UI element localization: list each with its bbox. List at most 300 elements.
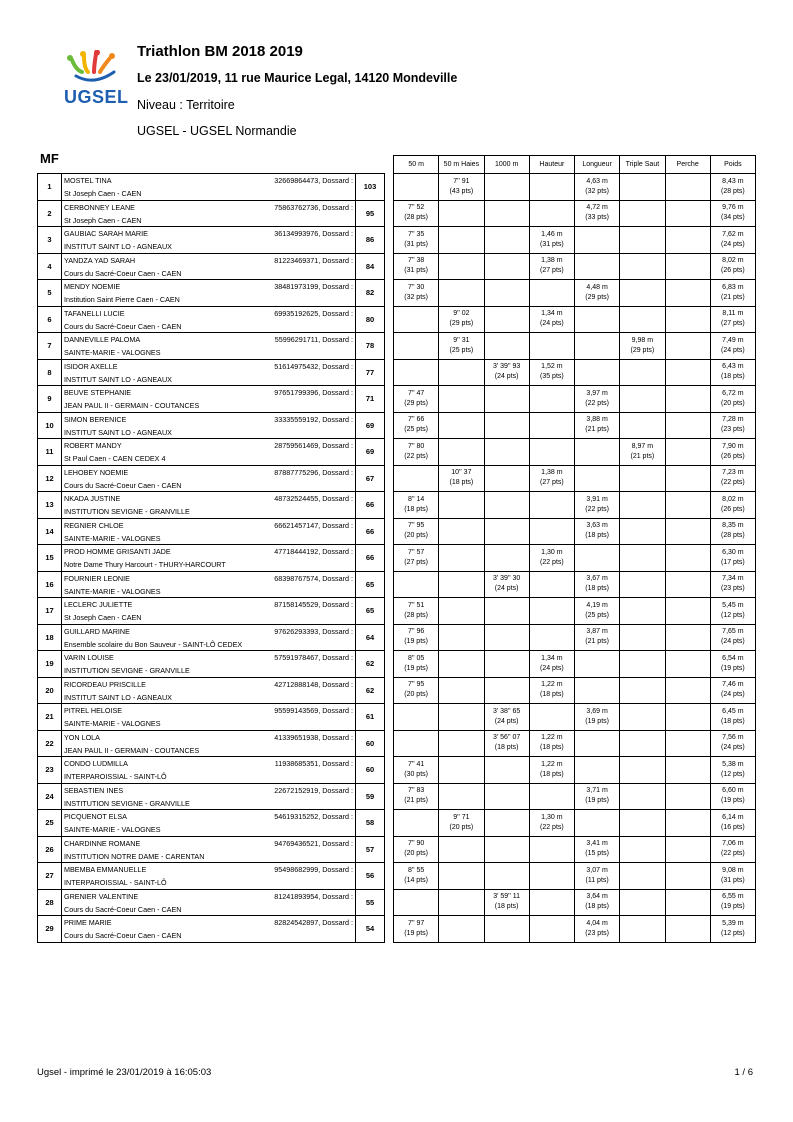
athlete-row [38,412,385,439]
result-cell [439,306,484,333]
athlete-school: INSTITUTION SEVIGNE - GRANVILLE [64,666,190,675]
result-cell [665,598,710,625]
rank-cell: 6 [38,306,62,333]
total-points: 56 [356,863,385,890]
result-points: (18 pts) [585,532,609,540]
result-points: (19 pts) [721,664,745,672]
rank-cell: 28 [38,889,62,916]
result-points: (20 pts) [404,532,428,540]
rank-cell: 13 [38,492,62,519]
athlete-info [62,783,356,810]
result-points: (31 pts) [404,267,428,275]
result-value: 1,34 m [541,654,563,662]
athlete-dossard: 51614975432, Dossard : [274,361,353,371]
result-cell [710,783,755,810]
result-points: (21 pts) [404,797,428,805]
athlete-row [38,200,385,227]
result-points: (24 pts) [494,373,519,381]
result-points: (18 pts) [540,744,564,752]
result-cell [575,545,620,572]
result-cell [484,730,529,757]
rank-cell: 26 [38,836,62,863]
result-cell [484,916,529,943]
result-cell [710,412,755,439]
result-cell [710,810,755,837]
result-value: 1,38 m [541,469,563,477]
result-cell [484,359,529,386]
athlete-name: GAUBIAC SARAH MARIE [64,229,148,238]
result-value: 4,63 m [586,177,608,185]
total-points: 64 [356,624,385,651]
rank-cell: 5 [38,280,62,307]
athlete-info [62,200,356,227]
athlete-info [62,518,356,545]
result-value: 1,30 m [541,548,563,556]
athlete-name: FOURNIER LEONIE [64,573,130,583]
athlete-dossard: 32669864473, Dossard : [274,176,353,185]
result-value: 3,71 m [586,787,608,795]
athlete-row [38,518,385,545]
result-points: (27 pts) [540,479,564,487]
total-points: 55 [356,889,385,916]
result-value: 7'' 96 [407,628,425,636]
result-points: (27 pts) [404,558,428,566]
result-points: (17 pts) [721,558,745,566]
result-points: (21 pts) [721,293,745,301]
result-value: 6,55 m [722,893,744,901]
result-value: 7,23 m [722,469,744,477]
athlete-school: SAINTE-MARIE - VALOGNES [64,586,161,596]
result-cell [665,810,710,837]
athlete-name: GRENIER VALENTINE [64,891,139,901]
total-points: 60 [356,730,385,757]
result-cell [710,253,755,280]
result-points: (19 pts) [404,638,428,646]
result-cell [529,863,574,890]
result-cell [529,677,574,704]
athlete-name: ROBERT MANDY [64,441,122,450]
result-value: 5,45 m [722,601,744,609]
result-cell [529,545,574,572]
result-cell [620,916,665,943]
athlete-dossard: 66621457147, Dossard : [274,520,353,530]
result-cell [484,889,529,916]
result-cell [394,439,439,466]
result-value: 7'' 95 [407,681,425,689]
result-cell [529,916,574,943]
result-value: 3' 39'' 30 [492,575,521,583]
result-cell [484,624,529,651]
result-cell [529,624,574,651]
category-label: MF [40,151,59,166]
result-value: 3' 38'' 65 [492,707,521,715]
result-value: 7'' 66 [407,416,425,424]
athlete-info [62,439,356,466]
athlete-name: YANDZA YAD SARAH [64,255,136,265]
athlete-info [62,306,356,333]
athlete-row [38,333,385,360]
result-value: 1,22 m [541,681,563,689]
result-value: 7'' 95 [407,522,425,530]
result-value: 6,60 m [722,787,744,795]
result-cell [575,704,620,731]
result-cell [665,783,710,810]
result-cell [710,227,755,254]
athlete-school: INSTITUT SAINT LO - AGNEAUX [64,242,172,251]
result-points: (22 pts) [721,850,745,858]
athlete-name: LEHOBEY NOEMIE [64,467,129,477]
result-cell [439,836,484,863]
result-cell [575,359,620,386]
result-value: 6,43 m [722,363,744,371]
total-points: 62 [356,677,385,704]
result-cell [529,227,574,254]
results-row [394,439,756,466]
result-cell [665,306,710,333]
results-row [394,306,756,333]
result-cell [529,174,574,201]
results-row [394,571,756,598]
athlete-row [38,227,385,254]
result-value: 9'' 31 [453,336,470,344]
result-cell [620,492,665,519]
result-value: 7'' 47 [407,389,425,397]
result-cell [439,651,484,678]
result-cell [575,598,620,625]
result-points: (24 pts) [540,320,564,328]
athlete-info [62,916,356,943]
total-points: 77 [356,359,385,386]
result-cell [484,465,529,492]
result-cell [575,280,620,307]
result-cell [665,704,710,731]
result-cell [620,836,665,863]
result-cell [710,571,755,598]
result-value: 4,04 m [586,919,608,927]
athlete-name: ISIDOR AXELLE [64,361,118,371]
athlete-school: INSTITUTION SEVIGNE - GRANVILLE [64,798,190,808]
athlete-info [62,227,356,254]
result-value: 3' 59'' 11 [493,893,521,901]
result-cell [439,863,484,890]
result-value: 7'' 83 [407,787,425,795]
result-cell [665,916,710,943]
result-points: (24 pts) [540,664,564,672]
total-points: 66 [356,492,385,519]
athlete-row [38,704,385,731]
athlete-school: Cours du Sacré-Coeur Caen - CAEN [64,480,182,490]
athlete-row [38,730,385,757]
result-value: 8'' 55 [407,866,425,874]
athlete-row [38,836,385,863]
result-cell [620,810,665,837]
result-points: (29 pts) [404,399,428,407]
result-points: (12 pts) [721,770,745,778]
result-cell [394,518,439,545]
result-cell [665,889,710,916]
result-cell [575,757,620,784]
rank-cell: 23 [38,757,62,784]
result-cell [575,227,620,254]
result-points: (12 pts) [721,929,745,937]
result-points: (32 pts) [404,293,428,301]
result-cell [484,545,529,572]
result-cell [484,598,529,625]
result-cell [575,174,620,201]
athlete-dossard: 55996291711, Dossard : [274,335,353,344]
athlete-dossard: 97626293393, Dossard : [274,626,353,636]
result-cell [529,598,574,625]
result-cell [439,200,484,227]
athlete-info [62,412,356,439]
athlete-school: SAINTE-MARIE - VALOGNES [64,719,161,728]
result-value: 7'' 35 [407,230,425,238]
athlete-name: PITREL HELOISE [64,706,123,715]
athlete-school: INSTITUT SAINT LO - AGNEAUX [64,427,172,437]
athlete-info [62,704,356,731]
result-points: (28 pts) [404,214,428,222]
total-points: 95 [356,200,385,227]
result-value: 7'' 91 [453,177,470,185]
athlete-school: St Joseph Caen - CAEN [64,189,142,198]
result-points: (34 pts) [721,214,745,222]
result-points: (35 pts) [540,373,564,381]
result-value: 7,62 m [722,230,744,238]
result-points: (22 pts) [585,505,609,513]
results-row [394,704,756,731]
result-points: (26 pts) [721,452,745,460]
result-points: (18 pts) [540,770,564,778]
result-cell [484,306,529,333]
result-cell [575,863,620,890]
athlete-dossard: 38481973199, Dossard : [274,282,353,291]
result-cell [394,359,439,386]
result-value: 9,76 m [722,204,744,212]
athlete-row [38,624,385,651]
result-cell [710,545,755,572]
result-cell [394,200,439,227]
result-points: (21 pts) [630,452,655,460]
result-cell [529,439,574,466]
result-points: (20 pts) [449,823,474,831]
result-cell [484,518,529,545]
result-cell [394,545,439,572]
athlete-school: SAINTE-MARIE - VALOGNES [64,825,161,834]
result-cell [529,492,574,519]
athlete-name: REGNIER CHLOE [64,520,124,530]
athlete-name: CERBONNEY LEANE [64,202,135,212]
athlete-dossard: 81223469371, Dossard : [274,255,353,265]
result-cell [710,704,755,731]
result-cell [665,492,710,519]
results-row [394,545,756,572]
result-cell [710,651,755,678]
result-points: (25 pts) [585,611,609,619]
athlete-row [38,757,385,784]
result-value: 7,65 m [722,628,744,636]
result-points: (22 pts) [585,399,609,407]
results-row [394,174,756,201]
result-cell [665,280,710,307]
result-value: 8,02 m [722,495,744,503]
result-cell [529,783,574,810]
result-points: (29 pts) [630,346,655,354]
result-cell [710,730,755,757]
result-points: (18 pts) [721,373,745,381]
results-row [394,359,756,386]
result-value: 3,64 m [586,893,608,901]
athlete-name: YON LOLA [64,732,100,742]
result-cell [710,518,755,545]
result-cell [484,651,529,678]
result-points: (32 pts) [585,187,609,195]
total-points: 82 [356,280,385,307]
result-cell [529,571,574,598]
result-cell [575,518,620,545]
result-cell [620,465,665,492]
results-row [394,783,756,810]
athlete-info [62,757,356,784]
total-points: 54 [356,916,385,943]
result-value: 7'' 38 [407,257,425,265]
result-points: (18 pts) [494,744,519,752]
athlete-dossard: 87887775296, Dossard : [274,467,353,477]
result-value: 9,08 m [722,866,744,874]
result-value: 3,41 m [586,840,608,848]
athlete-info [62,863,356,890]
result-cell [484,439,529,466]
result-points: (28 pts) [721,187,745,195]
athlete-school: Cours du Sacré-Coeur Caen - CAEN [64,931,182,940]
athlete-info [62,651,356,678]
rank-cell: 11 [38,439,62,466]
athlete-row [38,810,385,837]
result-cell [394,492,439,519]
result-cell [484,571,529,598]
result-points: (18 pts) [585,585,609,593]
result-points: (27 pts) [721,320,745,328]
result-cell [484,677,529,704]
result-value: 8,11 m [722,310,744,318]
athlete-school: Cours du Sacré-Coeur Caen - CAEN [64,268,182,278]
result-value: 7'' 52 [407,204,425,212]
result-cell [665,836,710,863]
rank-cell: 29 [38,916,62,943]
rank-cell: 9 [38,386,62,413]
result-cell [620,439,665,466]
rank-cell: 18 [38,624,62,651]
athlete-school: JEAN PAUL II - GERMAIN - COUTANCES [64,745,200,755]
page-title: Triathlon BM 2018 2019 [137,43,303,60]
result-cell [620,412,665,439]
athlete-name: DANNEVILLE PALOMA [64,335,141,344]
result-points: (27 pts) [540,267,564,275]
athlete-dossard: 95498682999, Dossard : [274,865,353,874]
athlete-dossard: 54619315252, Dossard : [274,812,353,821]
athlete-row [38,492,385,519]
rank-cell: 4 [38,253,62,280]
result-cell [529,518,574,545]
rank-cell: 12 [38,465,62,492]
result-points: (28 pts) [721,532,745,540]
athlete-dossard: 95599143569, Dossard : [274,706,353,715]
results-row [394,836,756,863]
result-cell [620,704,665,731]
result-cell [394,757,439,784]
result-points: (19 pts) [585,797,609,805]
result-value: 3,69 m [586,707,608,715]
athlete-info [62,836,356,863]
result-points: (24 pts) [721,691,745,699]
result-value: 7'' 51 [407,601,425,609]
athlete-info [62,598,356,625]
result-value: 7,49 m [722,336,744,344]
total-points: 86 [356,227,385,254]
result-cell [665,359,710,386]
athlete-school: Cours du Sacré-Coeur Caen - CAEN [64,321,182,331]
result-cell [620,863,665,890]
athlete-info [62,386,356,413]
result-points: (20 pts) [404,850,428,858]
result-cell [439,359,484,386]
result-cell [529,386,574,413]
result-cell [620,306,665,333]
result-cell [439,545,484,572]
rank-cell: 27 [38,863,62,890]
results-row [394,677,756,704]
result-value: 1,52 m [541,363,563,371]
result-value: 6,30 m [722,548,744,556]
result-value: 3,67 m [586,575,608,583]
result-cell [484,280,529,307]
result-cell [484,253,529,280]
athlete-name: CHARDINNE ROMANE [64,838,141,848]
result-cell [529,253,574,280]
result-cell [710,836,755,863]
result-cell [439,704,484,731]
result-points: (14 pts) [404,876,428,884]
athlete-name: RICORDEAU PRISCILLE [64,679,146,689]
athlete-dossard: 41339651938, Dossard : [274,732,353,742]
rank-cell: 16 [38,571,62,598]
result-cell [529,306,574,333]
athlete-name: MOSTEL TINA [64,176,112,185]
result-cell [710,863,755,890]
result-value: 7'' 90 [407,840,425,848]
result-cell [665,386,710,413]
result-cell [439,439,484,466]
athlete-row [38,571,385,598]
result-value: 10'' 37 [451,469,472,477]
results-row [394,757,756,784]
results-row [394,227,756,254]
result-points: (28 pts) [404,611,428,619]
result-points: (23 pts) [721,426,745,434]
athlete-school: St Joseph Caen - CAEN [64,613,142,622]
rank-cell: 14 [38,518,62,545]
results-row [394,730,756,757]
result-cell [439,174,484,201]
result-cell [620,253,665,280]
result-value: 1,30 m [541,813,563,821]
result-cell [484,810,529,837]
athlete-school: Cours du Sacré-Coeur Caen - CAEN [64,904,182,914]
result-cell [620,783,665,810]
result-cell [575,651,620,678]
result-cell [484,863,529,890]
athlete-school: Notre Dame Thury Harcourt - THURY-HARCOURT [64,560,226,569]
result-value: 3,97 m [586,389,608,397]
